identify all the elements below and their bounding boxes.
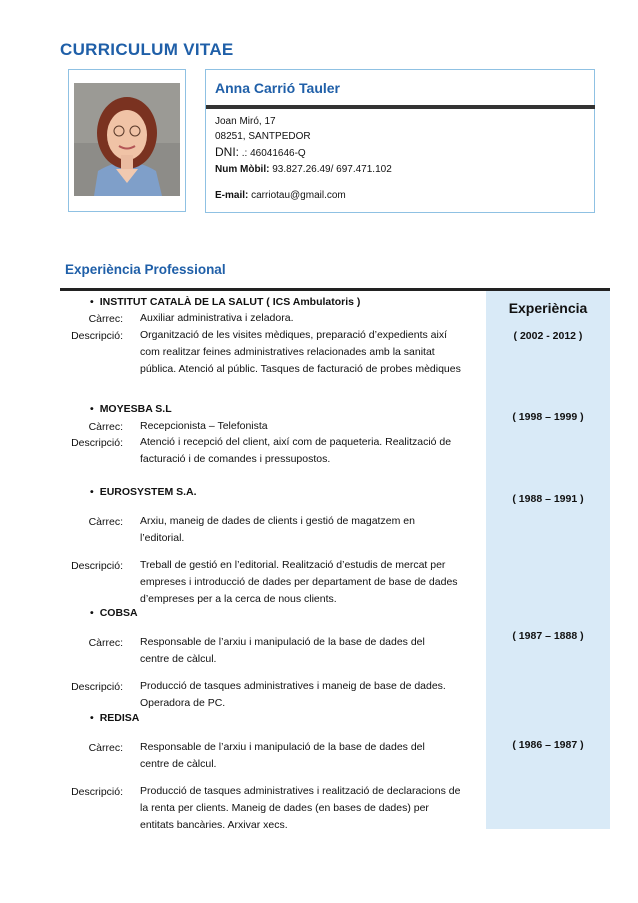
bullet-icon: • bbox=[90, 486, 94, 498]
role-label: Càrrec: bbox=[88, 516, 123, 528]
bullet-icon: • bbox=[90, 403, 94, 415]
description-text-eurosystem: Treball de gestió en l’editorial. Realització d’estudis de mercat per empreses i introducció de dades per departament de base de dades d’empreses per a la cerca de nous clients. bbox=[140, 559, 458, 605]
photo-frame bbox=[68, 69, 186, 212]
description-label: Descripció: bbox=[71, 437, 123, 449]
period-column-header: Experiència bbox=[508, 300, 588, 316]
description-label: Descripció: bbox=[71, 330, 123, 342]
company-redisa bbox=[90, 712, 139, 724]
bullet-icon: • bbox=[90, 296, 94, 308]
dni-label: DNI: bbox=[215, 145, 239, 159]
role-label: Càrrec: bbox=[88, 313, 123, 325]
company-eurosystem bbox=[90, 486, 197, 498]
role-label: Càrrec: bbox=[88, 637, 123, 649]
email-label: E-mail: bbox=[215, 190, 249, 201]
period-redisa: ( 1986 – 1987 ) bbox=[512, 739, 584, 751]
mobile-line bbox=[215, 164, 392, 175]
period-moyesba: ( 1998 – 1999 ) bbox=[512, 411, 584, 423]
role-text-redisa: Responsable de l’arxiu i manipulació de la base de dades del centre de càlcul. bbox=[140, 741, 425, 770]
company-name: REDISA bbox=[99, 712, 140, 724]
dni-line bbox=[215, 145, 306, 159]
description-text-moyesba: Atenció i recepció del client, així com de paqueteria. Realització de facturació i de comandes i pressupostos. bbox=[140, 436, 452, 465]
description-label: Descripció: bbox=[71, 560, 123, 572]
description-text-ics: Organització de les visites mèdiques, preparació d’expedients així com realitzar feines administratives relacionades amb la sanitat pública. Atenció al públic. Tasques de facturació de probes mèdiques bbox=[140, 329, 461, 375]
description-label: Descripció: bbox=[71, 786, 123, 798]
mobile-value: 93.827.26.49/ 697.471.102 bbox=[269, 164, 392, 175]
description-text-cobsa: Producció de tasques administratives i maneig de base de dades. Operadora de PC. bbox=[140, 680, 446, 709]
bullet-icon: • bbox=[90, 712, 94, 724]
period-eurosystem: ( 1988 – 1991 ) bbox=[512, 493, 584, 505]
period-cobsa: ( 1987 – 1888 ) bbox=[512, 630, 584, 642]
email-line bbox=[215, 190, 346, 201]
role-text-cobsa: Responsable de l’arxiu i manipulació de la base de dades del centre de càlcul. bbox=[140, 636, 425, 665]
cv-title: CURRICULUM VITAE bbox=[60, 40, 234, 59]
person-name: Anna Carrió Tauler bbox=[215, 80, 340, 96]
role-label: Càrrec: bbox=[88, 742, 123, 754]
description-label: Descripció: bbox=[71, 681, 123, 693]
dni-value: .: 46041646-Q bbox=[239, 148, 306, 159]
company-name: COBSA bbox=[99, 607, 138, 619]
period-column bbox=[486, 291, 610, 829]
role-label: Càrrec: bbox=[88, 421, 123, 433]
name-underline bbox=[206, 105, 595, 109]
period-ics: ( 2002 - 2012 ) bbox=[513, 330, 583, 342]
company-moyesba bbox=[90, 403, 172, 415]
mobile-label: Num Mòbil: bbox=[215, 164, 270, 175]
role-text-eurosystem: Arxiu, maneig de dades de clients i gestió de magatzem en l’editorial. bbox=[140, 515, 415, 544]
address-city: 08251, SANTPEDOR bbox=[215, 131, 311, 142]
bullet-icon: • bbox=[90, 607, 94, 619]
address-street: Joan Miró, 17 bbox=[215, 116, 276, 127]
section-title-experience: Experiència Professional bbox=[65, 262, 226, 277]
email-value: carriotau@gmail.com bbox=[248, 190, 346, 201]
company-cobsa bbox=[90, 607, 138, 619]
role-text-moyesba: Recepcionista – Telefonista bbox=[140, 420, 268, 432]
company-name: MOYESBA S.L bbox=[99, 403, 172, 415]
contact-card bbox=[205, 69, 595, 213]
company-ics bbox=[90, 296, 360, 308]
profile-photo bbox=[74, 83, 180, 196]
role-text-ics: Auxiliar administrativa i zeladora. bbox=[140, 312, 294, 324]
description-text-redisa: Producció de tasques administratives i realització de declaracions de la renta per clients. Maneig de dades (en bases de dades) per entitats bancàries. Arxivar xecs. bbox=[140, 785, 461, 831]
company-name: INSTITUT CATALÀ DE LA SALUT ( ICS Ambulatoris ) bbox=[99, 296, 361, 308]
company-name: EUROSYSTEM S.A. bbox=[99, 486, 197, 498]
